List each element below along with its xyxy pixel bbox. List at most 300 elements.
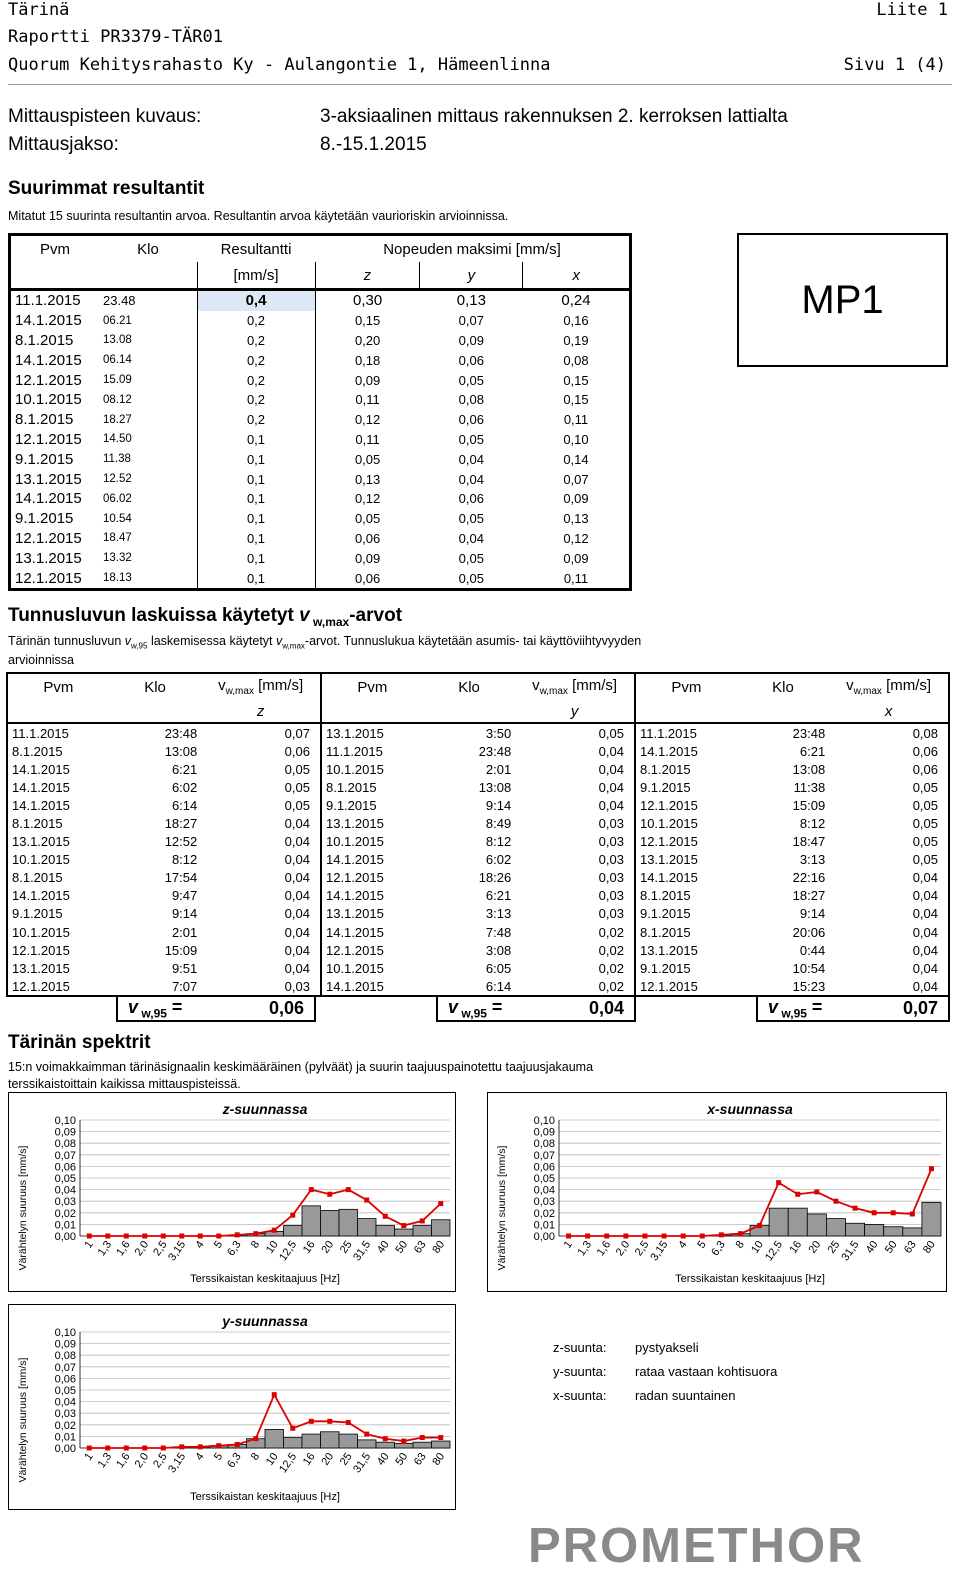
- chart-point: [891, 1210, 896, 1215]
- x-tick-label: 40: [374, 1450, 392, 1468]
- y-tick-label: 0,03: [54, 1408, 76, 1421]
- report-id: Raportti PR3379-TÄR01: [8, 27, 223, 47]
- y-tick-label: 0,08: [533, 1138, 555, 1151]
- legend-value: rataa vastaan kohtisuora: [635, 1364, 778, 1379]
- vwmax-header-pvm: Pvm: [635, 673, 737, 700]
- vw95-box: [756, 995, 950, 1022]
- vwmax-cell: 0,03: [598, 852, 624, 868]
- result-cell: 0,11: [563, 570, 589, 586]
- vwmax-cell: 22:16: [792, 870, 826, 886]
- result-cell: 9.1.2015: [15, 450, 74, 468]
- vwmax-cell: 12.1.2015: [12, 978, 70, 994]
- vw95-box: [116, 995, 316, 1022]
- result-cell: 0,14: [563, 451, 589, 467]
- result-cell: 0,10: [563, 431, 589, 447]
- vw95-value: 0,04: [588, 998, 624, 1018]
- y-tick-label: 0,01: [54, 1431, 76, 1444]
- chart-point: [776, 1180, 781, 1185]
- vwmax-cell: 6:14: [485, 978, 512, 994]
- chart-bar: [769, 1208, 788, 1236]
- chart-point: [438, 1201, 443, 1206]
- x-tick-label: 25: [337, 1238, 355, 1256]
- page-number: Sivu 1 (4): [843, 55, 946, 75]
- vwmax-header-v-unit: [mm/s]: [253, 677, 304, 694]
- vwmax-cell: 0,05: [912, 797, 938, 813]
- vwmax-cell: 8:12: [171, 852, 198, 868]
- vwmax-header-v: [515, 673, 635, 700]
- vwmax-cell: 10.1.2015: [12, 852, 70, 868]
- vwmax-cell: 0,03: [284, 978, 310, 994]
- vwmax-cell: 8.1.2015: [635, 923, 737, 941]
- x-tick-label: 16: [300, 1450, 318, 1468]
- result-cell: 11.38: [103, 453, 131, 466]
- client-line: Quorum Kehitysrahasto Ky - Aulangontie 1, Hämeenlinna: [8, 55, 551, 75]
- chart-title: y-suunnassa: [222, 1313, 308, 1329]
- y-tick-label: 0,07: [54, 1361, 76, 1374]
- promethor-logo-icon: [528, 1516, 948, 1568]
- vwmax-cell: 18:27: [792, 888, 826, 904]
- x-tick-label: 8: [733, 1238, 747, 1251]
- spectrum-chart-y: [8, 1304, 456, 1510]
- vwmax-cell: 0,04: [284, 906, 310, 922]
- y-tick-label: 0,02: [54, 1207, 76, 1220]
- vwmax-header-v-sub: w,max: [539, 686, 568, 697]
- vwmax-cell: 0,04: [598, 797, 624, 813]
- result-cell: 13.32: [103, 552, 132, 565]
- chart-xlabel: Terssikaistan keskitaajuus [Hz]: [190, 1273, 340, 1285]
- result-cell: 0,05: [458, 550, 484, 566]
- result-cell: 0,11: [355, 431, 380, 447]
- col-header-max-velocity: Nopeuden maksimi [mm/s]: [383, 240, 561, 258]
- x-tick-label: 1,3: [95, 1238, 115, 1259]
- vwmax-cell: 14.1.2015: [321, 923, 423, 941]
- x-tick-label: 2,0: [132, 1450, 152, 1471]
- legend-row: [553, 1336, 777, 1360]
- result-row: [10, 430, 631, 450]
- x-tick-label: 8: [248, 1450, 263, 1463]
- vwmax-cell: 9:14: [485, 797, 512, 813]
- x-tick-label: 12,5: [277, 1238, 300, 1264]
- y-tick-label: 0,08: [54, 1350, 76, 1363]
- x-tick-label: 31,5: [351, 1450, 374, 1476]
- y-tick-label: 0,07: [533, 1149, 555, 1162]
- vwmax-header-v: [201, 673, 321, 700]
- vwmax-header-axis: y: [570, 702, 579, 720]
- chart-point: [142, 1446, 147, 1451]
- result-cell: 0,05: [458, 431, 484, 447]
- y-tick-label: 0,02: [533, 1207, 555, 1220]
- vwmax-cell: 8:12: [485, 834, 512, 850]
- chart-point: [309, 1419, 314, 1424]
- chart-point: [216, 1443, 221, 1448]
- y-tick-label: 0,05: [533, 1173, 555, 1185]
- chart-point: [604, 1234, 609, 1239]
- vwmax-cell: 0,03: [598, 906, 624, 922]
- vwmax-row: [7, 851, 949, 869]
- section2-desc-v2: v: [275, 634, 283, 648]
- result-cell: 0,06: [458, 412, 484, 428]
- section2-desc-v: v: [124, 634, 131, 648]
- chart-xlabel: Terssikaistan keskitaajuus [Hz]: [675, 1273, 825, 1285]
- vwmax-cell: 14.1.2015: [321, 977, 423, 996]
- chart-bar: [339, 1209, 358, 1236]
- y-tick-label: 0,09: [54, 1338, 76, 1351]
- vw95-value: 0,06: [268, 998, 304, 1018]
- result-row: [10, 350, 631, 370]
- section1-subtitle: Mitatut 15 suurinta resultantin arvoa. Resultantin arvoa käytetään vaurioriskin arvioinnissa.: [8, 209, 509, 223]
- vwmax-row: [7, 760, 949, 778]
- result-cell: 8.1.2015: [15, 331, 74, 349]
- result-cell: 0,1: [197, 568, 315, 589]
- chart-point: [105, 1446, 110, 1451]
- vwmax-row: [7, 923, 949, 941]
- result-cell: 12.1.2015: [15, 430, 82, 448]
- vwmax-cell: 15:23: [792, 978, 826, 994]
- spectrum-chart-x: [487, 1092, 947, 1292]
- vwmax-cell: 0,04: [912, 978, 938, 994]
- x-tick-label: 80: [430, 1450, 448, 1468]
- chart-title: x-suunnassa: [707, 1101, 793, 1117]
- vwmax-cell: 23:48: [792, 725, 826, 741]
- result-row: [10, 449, 631, 469]
- result-cell: 0,09: [458, 332, 484, 348]
- vwmax-cell: 0,04: [284, 960, 310, 976]
- vwmax-row: [7, 905, 949, 923]
- result-cell: 0,06: [354, 570, 381, 586]
- result-cell: 0,09: [563, 491, 589, 507]
- chart-point: [872, 1210, 877, 1215]
- chart-bar: [846, 1223, 865, 1236]
- result-cell: 0,05: [458, 511, 484, 527]
- chart-point: [235, 1232, 240, 1237]
- x-tick-label: 20: [319, 1238, 337, 1256]
- chart-point: [290, 1213, 295, 1218]
- result-cell: 08.12: [103, 393, 132, 406]
- result-cell: 0,15: [563, 372, 589, 388]
- vwmax-cell: 23:48: [164, 725, 198, 741]
- vwmax-cell: 0,02: [598, 978, 624, 994]
- section3-title: Tärinän spektrit: [8, 1032, 151, 1053]
- section2-desc-line2: arvioinnissa: [8, 653, 75, 667]
- x-tick-label: 12,5: [762, 1238, 786, 1264]
- vwmax-cell: 9:51: [171, 960, 198, 976]
- vwmax-header-pvm: Pvm: [43, 678, 74, 696]
- vwmax-cell: 0,04: [284, 870, 310, 886]
- vwmax-row: [7, 941, 949, 959]
- y-tick-label: 0,10: [533, 1115, 555, 1127]
- vwmax-cell: 0,04: [284, 888, 310, 904]
- vwmax-row: [7, 814, 949, 832]
- vwmax-row: [7, 977, 949, 996]
- vwmax-cell: 8:49: [485, 816, 512, 832]
- result-cell: 11.1.2015: [15, 292, 81, 310]
- result-row: [10, 370, 631, 390]
- result-cell: 0,07: [458, 313, 484, 329]
- y-tick-label: 0,04: [54, 1396, 76, 1409]
- y-tick-label: 0,06: [533, 1161, 555, 1174]
- vwmax-cell: 0,04: [598, 779, 624, 795]
- x-tick-label: 1,6: [594, 1238, 614, 1259]
- y-tick-label: 0,00: [533, 1231, 555, 1243]
- chart-bar: [395, 1443, 414, 1448]
- vwmax-cell: 7:48: [485, 924, 512, 940]
- vwmax-cell: 0,08: [912, 725, 938, 741]
- vwmax-header-klo: Klo: [772, 678, 794, 696]
- vw95-sub: w,95: [138, 1006, 167, 1021]
- x-tick-label: 12,5: [277, 1450, 300, 1476]
- result-cell: 0,15: [354, 313, 381, 329]
- chart-point: [216, 1234, 221, 1239]
- vwmax-cell: 10.1.2015: [635, 814, 737, 832]
- result-cell: 0,09: [354, 550, 381, 566]
- vwmax-cell: 14.1.2015: [12, 779, 70, 795]
- x-tick-label: 6,3: [709, 1238, 728, 1259]
- x-tick-label: 1,6: [114, 1450, 133, 1471]
- x-tick-label: 25: [825, 1238, 843, 1256]
- result-cell: 0,06: [458, 491, 484, 507]
- result-row: [10, 469, 631, 489]
- vwmax-cell: 0,04: [598, 743, 624, 759]
- vwmax-cell: 0,03: [598, 816, 624, 832]
- vwmax-cell: 18:27: [164, 816, 198, 832]
- vwmax-cell: 8.1.2015: [635, 887, 737, 905]
- vwmax-cell: 0,03: [598, 888, 624, 904]
- chart-bar: [376, 1442, 395, 1448]
- y-tick-label: 0,07: [54, 1149, 76, 1162]
- y-tick-label: 0,04: [54, 1184, 76, 1197]
- vwmax-cell: 10.1.2015: [321, 833, 423, 851]
- result-cell: 06.21: [103, 314, 132, 327]
- chart-bar: [302, 1206, 321, 1236]
- vwmax-cell: 8.1.2015: [12, 870, 63, 886]
- result-cell: 14.50: [103, 433, 132, 446]
- vwmax-cell: 13:08: [792, 761, 826, 777]
- result-cell: 18.13: [103, 572, 132, 585]
- chart-point: [198, 1234, 203, 1239]
- chart-point: [198, 1444, 203, 1449]
- vwmax-cell: 8.1.2015: [12, 816, 63, 832]
- x-tick-label: 1: [561, 1238, 576, 1251]
- result-cell: 0,18: [354, 352, 381, 368]
- y-tick-label: 0,05: [54, 1173, 76, 1185]
- chart-bar: [321, 1432, 340, 1448]
- result-cell: 0,24: [561, 292, 591, 310]
- chart-point: [235, 1442, 240, 1447]
- vwmax-cell: 8.1.2015: [321, 778, 423, 796]
- result-cell: 0,07: [563, 471, 589, 487]
- result-cell: 0,1: [197, 548, 315, 568]
- chart-ylabel: Värähtelyn suuruus [mm/s]: [17, 1357, 29, 1483]
- x-tick-label: 3,15: [166, 1238, 189, 1264]
- vwmax-cell: 15:09: [792, 797, 826, 813]
- section2-desc-sub2: w,max: [282, 641, 305, 651]
- vwmax-cell: 0,02: [598, 960, 624, 976]
- section2-title: [8, 605, 402, 629]
- result-cell: 0,13: [354, 471, 381, 487]
- chart-point: [87, 1446, 92, 1451]
- vwmax-header-blank: [321, 700, 423, 723]
- vwmax-header-v-unit: [mm/s]: [567, 677, 618, 694]
- chart-point: [401, 1439, 406, 1444]
- vwmax-header-v-sub: w,max: [225, 686, 254, 697]
- x-tick-label: 2,5: [151, 1238, 170, 1259]
- y-tick-label: 0,01: [54, 1219, 76, 1232]
- chart-frame: [488, 1093, 947, 1292]
- section2-desc: [8, 634, 641, 651]
- chart-point: [700, 1234, 705, 1239]
- result-cell: 0,16: [563, 313, 589, 329]
- y-tick-label: 0,10: [54, 1327, 76, 1339]
- vwmax-cell: 2:01: [485, 761, 512, 777]
- vwmax-cell: 6:21: [799, 743, 826, 759]
- chart-bar: [284, 1438, 303, 1448]
- chart-point: [833, 1199, 838, 1204]
- vwmax-cell: 13.1.2015: [321, 905, 423, 923]
- x-tick-label: 2,0: [613, 1238, 633, 1259]
- vwmax-cell: 10.1.2015: [12, 924, 70, 940]
- vw95-label: [768, 997, 822, 1021]
- vwmax-cell: 12.1.2015: [321, 869, 423, 887]
- result-row: [10, 311, 631, 331]
- chart-point: [662, 1234, 667, 1239]
- vwmax-cell: 6:21: [485, 888, 512, 904]
- x-tick-label: 6,3: [225, 1450, 244, 1471]
- x-tick-label: 4: [676, 1238, 690, 1251]
- vwmax-cell: 2:01: [171, 924, 198, 940]
- result-cell: 12.1.2015: [15, 529, 82, 547]
- result-cell: 0,06: [354, 530, 381, 546]
- vwmax-cell: 0,06: [912, 743, 938, 759]
- section1-title: Suurimmat resultantit: [8, 178, 205, 199]
- vwmax-header-blank: [423, 700, 515, 723]
- result-cell: 0,1: [197, 529, 315, 549]
- legend-key: x-suunta:: [553, 1388, 607, 1403]
- chart-point: [642, 1234, 647, 1239]
- vwmax-cell: 0,04: [598, 761, 624, 777]
- vwmax-cell: 14.1.2015: [635, 742, 737, 760]
- chart-bar: [265, 1429, 284, 1448]
- vwmax-cell: 12.1.2015: [635, 796, 737, 814]
- vwmax-cell: 13.1.2015: [635, 941, 737, 959]
- result-cell: 13.08: [103, 334, 132, 347]
- report-type: Tärinä: [8, 0, 70, 20]
- vwmax-cell: 0,05: [912, 852, 938, 868]
- chart-point: [105, 1234, 110, 1239]
- chart-point: [910, 1211, 915, 1216]
- result-cell: 0,06: [458, 352, 484, 368]
- result-cell: 0,19: [563, 332, 589, 348]
- y-tick-label: 0,06: [54, 1161, 76, 1174]
- section2-desc-2: laskemisessa käytetyt: [147, 634, 276, 648]
- result-row: [10, 390, 631, 410]
- chart-point: [253, 1436, 258, 1441]
- vwmax-cell: 13.1.2015: [12, 834, 70, 850]
- vwmax-cell: 3:13: [799, 852, 826, 868]
- chart-point: [272, 1228, 277, 1233]
- x-tick-label: 3,15: [648, 1238, 671, 1264]
- chart-bar: [826, 1219, 845, 1236]
- chart-point: [566, 1234, 571, 1239]
- result-row: [10, 410, 631, 430]
- vwmax-cell: 12.1.2015: [635, 977, 737, 996]
- vwmax-cell: 0,04: [912, 924, 938, 940]
- vwmax-row: [7, 959, 949, 977]
- x-tick-label: 2,0: [132, 1238, 152, 1259]
- vwmax-cell: 14.1.2015: [12, 797, 70, 813]
- vwmax-row: [7, 869, 949, 887]
- vw95-eq: =: [486, 996, 503, 1017]
- x-tick-label: 10: [749, 1238, 767, 1256]
- result-cell: 18.47: [103, 532, 132, 545]
- legend-value: radan suuntainen: [635, 1388, 736, 1403]
- result-cell: 0,05: [354, 451, 381, 467]
- section2-title-pre: Tunnusluvun laskuissa käytetyt: [8, 605, 300, 626]
- result-cell: 0,1: [197, 449, 315, 469]
- chart-point: [253, 1231, 258, 1236]
- section2-title-post: -arvot: [349, 605, 403, 626]
- vwmax-cell: 0,05: [598, 725, 624, 741]
- vwmax-cell: 6:05: [485, 960, 512, 976]
- vwmax-cell: 0,05: [912, 834, 938, 850]
- result-cell: 14.1.2015: [15, 312, 82, 330]
- vwmax-header-v-sym: v: [846, 677, 854, 694]
- x-tick-label: 5: [211, 1238, 226, 1251]
- vwmax-cell: 0,05: [912, 779, 938, 795]
- col-header-resultant: Resultantti: [220, 240, 292, 258]
- result-row: [10, 529, 631, 549]
- vwmax-cell: 9.1.2015: [635, 959, 737, 977]
- x-tick-label: 10: [263, 1450, 281, 1468]
- vwmax-cell: 0,04: [284, 924, 310, 940]
- x-tick-label: 1,3: [575, 1238, 595, 1259]
- desc-value: 3-aksiaalinen mittaus rakennuksen 2. kerroksen lattialta: [320, 106, 788, 127]
- chart-point: [853, 1206, 858, 1211]
- result-row: [10, 509, 631, 529]
- x-tick-label: 4: [193, 1450, 207, 1463]
- vwmax-cell: 9:14: [799, 906, 826, 922]
- result-cell: 0,09: [354, 372, 381, 388]
- chart-point: [681, 1234, 686, 1239]
- vwmax-row: [7, 723, 949, 742]
- chart-ylabel: Värähtelyn suuruus [mm/s]: [496, 1145, 508, 1271]
- vwmax-header-v-sym: v: [532, 677, 540, 694]
- y-tick-label: 0,04: [533, 1184, 555, 1197]
- vwmax-cell: 0,05: [912, 816, 938, 832]
- result-cell: 23.48: [103, 293, 136, 309]
- x-tick-label: 1,3: [95, 1450, 115, 1471]
- result-row: [10, 548, 631, 568]
- y-tick-label: 0,06: [54, 1373, 76, 1386]
- result-cell: 0,2: [197, 350, 315, 370]
- col-header-pvm: Pvm: [40, 240, 70, 258]
- y-tick-label: 0,02: [54, 1419, 76, 1432]
- vwmax-cell: 15:09: [164, 942, 198, 958]
- vwmax-cell: 0,02: [598, 942, 624, 958]
- chart-bar: [284, 1226, 303, 1236]
- result-cell: 10.54: [103, 512, 132, 525]
- y-tick-label: 0,00: [54, 1443, 76, 1455]
- result-cell: 0,11: [355, 392, 380, 408]
- chart-bar: [358, 1219, 377, 1236]
- chart-point: [719, 1232, 724, 1237]
- vwmax-cell: 0,03: [598, 870, 624, 886]
- vwmax-header-blank: [737, 700, 829, 723]
- result-cell: 12.1.2015: [15, 569, 82, 587]
- legend-value: pystyakseli: [635, 1340, 699, 1355]
- vwmax-header-pvm: Pvm: [321, 673, 423, 700]
- chart-point: [124, 1446, 129, 1451]
- x-tick-label: 1: [82, 1238, 96, 1251]
